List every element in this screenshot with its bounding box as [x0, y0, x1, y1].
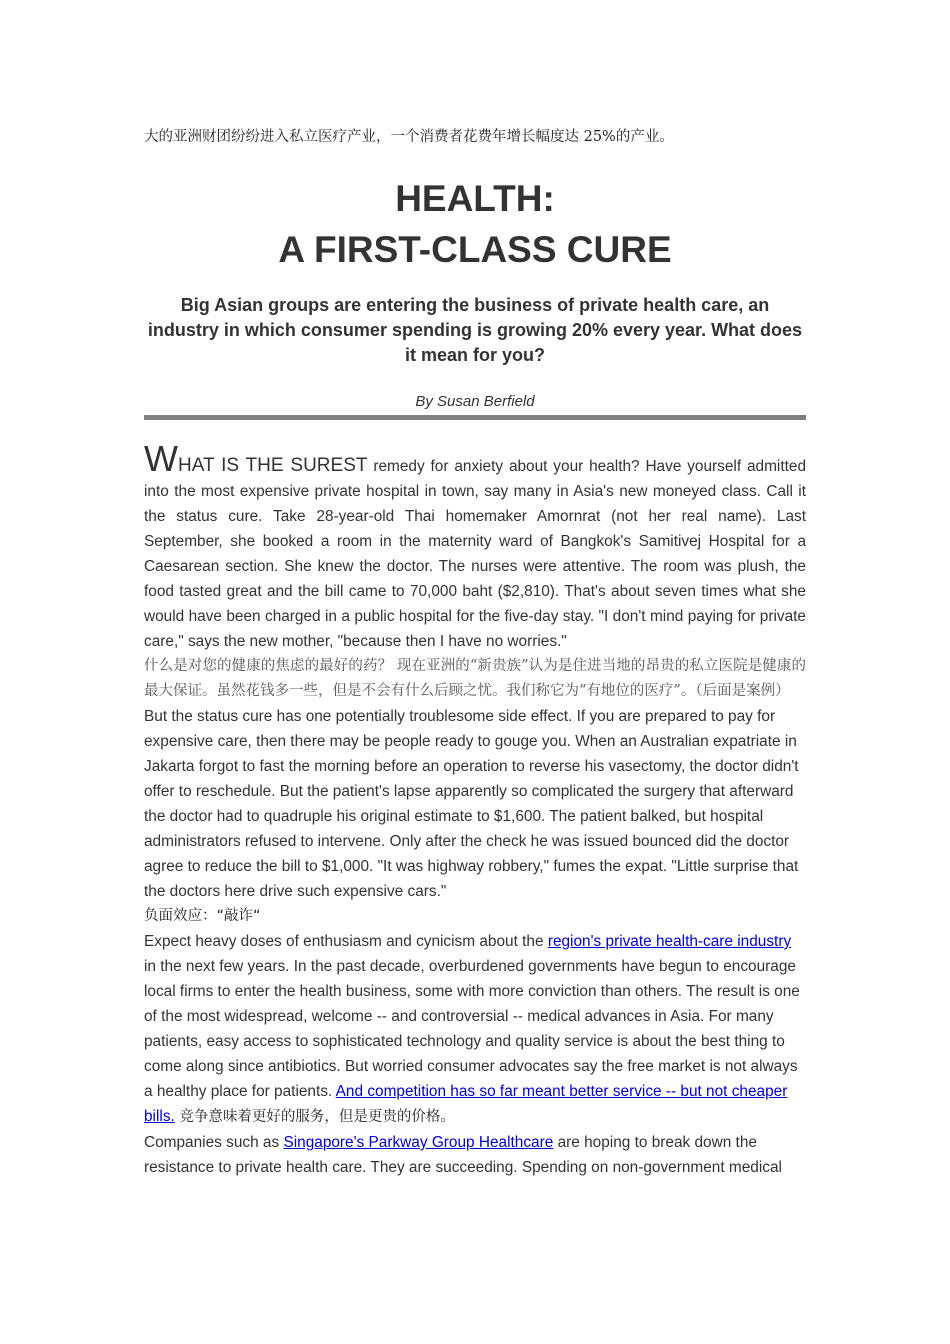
paragraph-4-text-after: are hoping to break down the resistance to private health care. They are succeeding. Spending on non-government medical	[144, 1134, 782, 1176]
parkway-group-healthcare-link[interactable]: Singapore's Parkway Group Healthcare	[283, 1134, 554, 1151]
body-paragraph-3	[144, 929, 806, 1130]
article-body	[144, 438, 807, 1180]
section-divider	[144, 415, 806, 420]
article-byline: By Susan Berfield	[415, 393, 535, 410]
article-headline	[144, 173, 806, 275]
headline-line-2: A FIRST-CLASS CURE	[278, 229, 672, 270]
body-paragraph-4	[144, 1130, 806, 1180]
body-paragraph-1	[144, 438, 807, 654]
headline-line-1: HEALTH:	[395, 178, 555, 219]
paragraph-1-text: remedy for anxiety about your health? Have yourself admitted into the most expensive private hospital in town, say many in Asia's new moneyed class. Call it the status cure. Take 28-year-old Thai homemaker Amornrat (not her real name). Last September, she booked a room in the maternity ward of Bangkok's Samitivej Hospital for a Caesarean section. She knew the doctor. The nurses were attentive. The room was plush, the food tasted great and the bill came to 70,000 baht ($2,810). That's about seven times what she would have been charged in a public hospital for the five-day stay. "I don't mind paying for private care," says the new mother, "because then I have no worries."	[144, 458, 807, 650]
chinese-note-3: 竞争意味着更好的服务，但是更贵的价格。	[174, 1109, 455, 1125]
private-health-care-industry-link[interactable]: region's private health-care industry	[547, 933, 792, 950]
paragraph-3-text-middle: in the next few years. In the past decade, overburdened governments have begun to encourage local firms to enter the health business, some with more conviction than others. The result is one of the most widespread, welcome -- and controversial -- medical advances in Asia. For many patients, easy access to sophisticated technology and quality service is about the best thing to come along since antibiotics. But worried consumer advocates say the free market is not always a healthy place for patients.	[144, 958, 800, 1100]
paragraph-3-text-before: Expect heavy doses of enthusiasm and cynicism about the	[144, 933, 548, 950]
lead-in-words: HAT IS THE SUREST	[177, 455, 368, 476]
paragraph-4-text-before: Companies such as	[144, 1134, 284, 1151]
drop-cap: W	[144, 438, 178, 479]
article-deck: Big Asian groups are entering the business of private health care, an industry in which consumer spending is growing 20% every year. What does it mean for you?	[147, 295, 803, 365]
chinese-note-2: 负面效应：“敲诈“	[144, 908, 261, 924]
body-paragraph-2: But the status cure has one potentially troublesome side effect. If you are prepared to pay for expensive care, then there may be people ready to gouge you. When an Australian expatriate in Jakarta forgot to fast the morning before an operation to reverse his vasectomy, the doctor didn't offer to reschedule. But the patient's lapse apparently so complicated the surgery that afterward the doctor had to quadruple his original estimate to $1,600. The patient balked, but hospital administrators refused to intervene. Only after the check he was issued bounced did the doctor agree to reduce the bill to $1,000. "It was highway robbery," fumes the expat. "Little surprise that the doctors here drive such expensive cars."	[144, 708, 799, 900]
competition-better-service-link[interactable]: And competition has so far meant better service -- but not cheaper bills.	[144, 1083, 788, 1125]
chinese-intro-summary: 大的亚洲财团纷纷进入私立医疗产业，一个消费者花费年增长幅度达 25%的产业。	[144, 129, 674, 145]
lead-in	[144, 438, 368, 479]
chinese-note-1: 什么是对您的健康的焦虑的最好的药？ 现在亚洲的“新贵族”认为是住进当地的昂贵的私立医院是健康的最大保证。虽然花钱多一些，但是不会有什么后顾之忧。我们称它为“有地位的医疗”。（后面是案例）	[144, 658, 806, 699]
